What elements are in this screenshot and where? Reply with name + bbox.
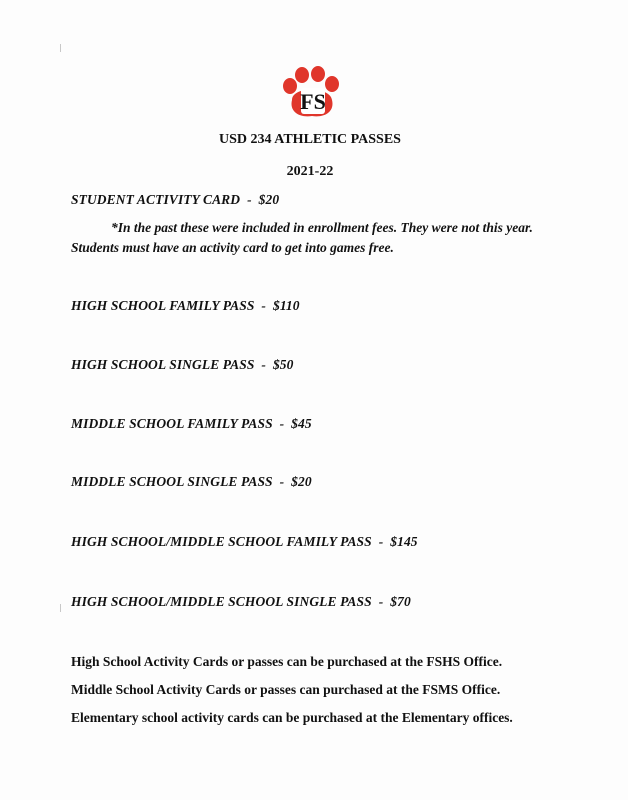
pass-item-hs-ms-family: HIGH SCHOOL/MIDDLE SCHOOL FAMILY PASS - $145 xyxy=(71,534,418,549)
page-title: USD 234 ATHLETIC PASSES xyxy=(219,132,401,147)
pass-item-hs-family: HIGH SCHOOL FAMILY PASS - $110 xyxy=(71,298,300,313)
page-subtitle-year: 2021-22 xyxy=(286,164,334,179)
pass-item-hs-ms-single: HIGH SCHOOL/MIDDLE SCHOOL SINGLE PASS - $70 xyxy=(71,594,411,609)
svg-text:FS: FS xyxy=(300,89,326,114)
student-activity-card-item: STUDENT ACTIVITY CARD - $20 xyxy=(71,192,280,207)
pass-item-ms-family: MIDDLE SCHOOL FAMILY PASS - $45 xyxy=(71,416,312,431)
student-card-note: *In the past these were included in enrollment fees. They were not this year. Students must have an activity card to get into games free. xyxy=(71,220,533,255)
scan-artifact-mark xyxy=(60,604,61,612)
footer-line-hs: High School Activity Cards or passes can be purchased at the FSHS Office. xyxy=(71,654,503,669)
footer-line-elementary: Elementary school activity cards can be purchased at the Elementary offices. xyxy=(71,710,513,725)
pass-item-ms-single: MIDDLE SCHOOL SINGLE PASS - $20 xyxy=(71,474,312,489)
scan-artifact-mark xyxy=(60,44,61,52)
pass-item-hs-single: HIGH SCHOOL SINGLE PASS - $50 xyxy=(71,357,294,372)
fs-paw-logo-icon xyxy=(280,66,344,120)
footer-line-ms: Middle School Activity Cards or passes can purchased at the FSMS Office. xyxy=(71,682,501,697)
